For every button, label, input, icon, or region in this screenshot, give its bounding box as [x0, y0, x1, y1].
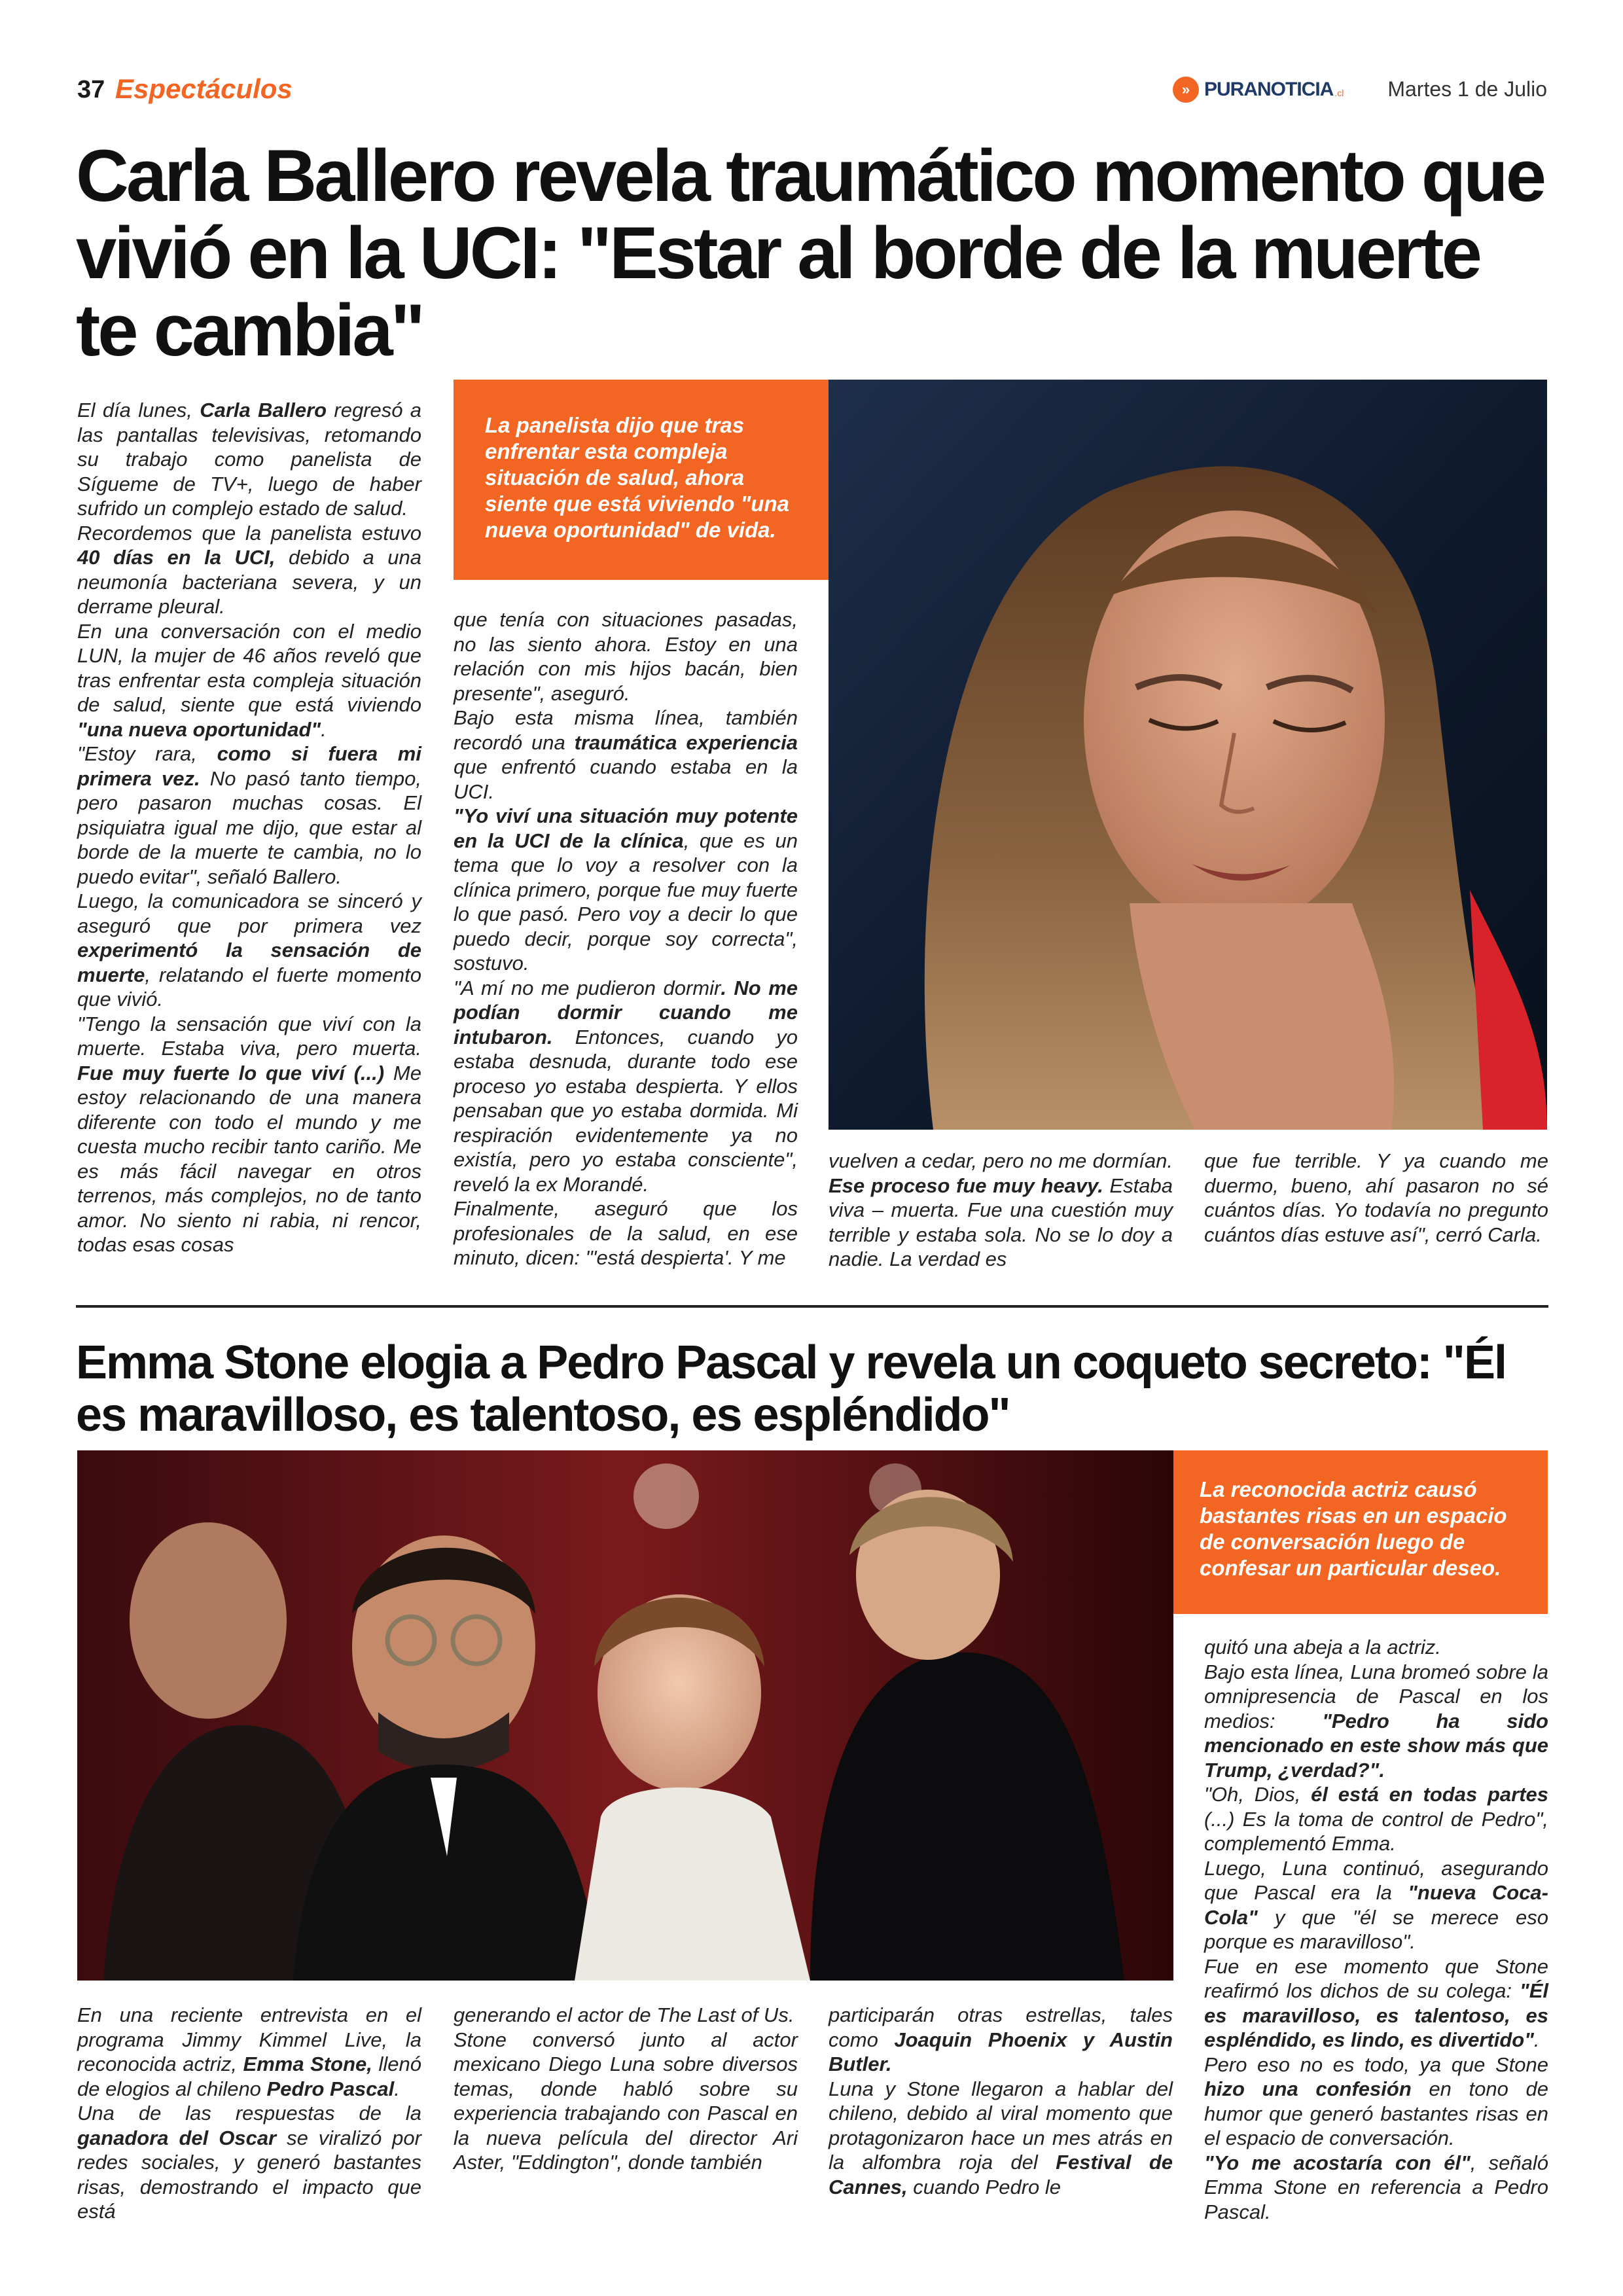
- paragraph: [77, 2101, 421, 2224]
- paragraph: [1204, 1954, 1548, 2053]
- bold-phrase: . No me podían dormir cuando me intubaron.: [454, 976, 798, 1049]
- text-run: Entonces, cuando yo estaba desnuda, durante todo ese proceso yo estaba despierta. Y ellos pensaban que yo estaba dormida. Mi respiración evidentemente ya no existía, pero yo estaba consciente", reveló la ex Morandé.: [454, 1025, 798, 1196]
- paragraph: [1204, 2053, 1548, 2151]
- paragraph: [1204, 1660, 1548, 1783]
- text-run: Me estoy relacionando de una manera diferente con todo el mundo y me cuesta mucho recibir tanto cariño. Me es más fácil navegar en otros terrenos, más complejos, no de tanto amor. No siento ni rabia, ni rencor, todas esas cosas: [77, 1061, 421, 1256]
- text-run: quitó una abeja a la actriz.: [1204, 1636, 1441, 1659]
- article2-callout: La reconocida actriz causó bastantes risas en un espacio de conversación luego de confesar un particular deseo.: [1173, 1450, 1548, 1614]
- article1-column-4: [1204, 1149, 1548, 1247]
- paragraph: [1204, 2151, 1548, 2225]
- paragraph: [1204, 1635, 1548, 1660]
- article1-column-2: [454, 607, 798, 1270]
- text-run: , que es un tema que lo voy a resolver con la clínica primero, porque fue muy fuerte lo que pasó. Pero voy a decir lo que puedo decir, porque soy correcta", sostuvo.: [454, 829, 798, 975]
- article1-callout: La panelista dijo que tras enfrentar esta compleja situación de salud, ahora siente que está viviendo "una nueva oportunidad" de vida.: [454, 380, 829, 580]
- text-run: debido a una neumonía bacteriana severa, y un derrame pleural.: [77, 546, 421, 618]
- bold-phrase: "una nueva oportunidad": [77, 717, 321, 741]
- text-run: que tenía con situaciones pasadas, no las siento ahora. Estoy en una relación con mis hijos bacán, bien presente", aseguró.: [454, 608, 798, 705]
- text-run: en tono de humor que generó bastantes risas en el espacio de conversación.: [1204, 2077, 1548, 2149]
- paragraph: [454, 976, 798, 1197]
- paragraph: [1204, 1149, 1548, 1247]
- text-run: .: [394, 2077, 400, 2100]
- site-logo[interactable]: [1173, 75, 1344, 105]
- text-run: Fue en ese momento que Stone reafirmó los dichos de su colega:: [1204, 1954, 1548, 2002]
- text-run: .: [1533, 2028, 1540, 2051]
- text-run: Finalmente, aseguró que los profesionales de la salud, en ese minuto, dicen: "'está despierta'. Y me: [454, 1197, 798, 1269]
- bold-phrase: Fue muy fuerte lo que viví (...): [77, 1061, 385, 1085]
- bold-phrase: Pedro Pascal: [266, 2077, 395, 2100]
- text-run: vuelven a cedar, pero no me dormían.: [829, 1149, 1173, 1172]
- paragraph: [454, 2003, 798, 2028]
- paragraph: [829, 1149, 1173, 1272]
- text-run: Luego, la comunicadora se sinceró y aseguró que por primera vez: [77, 889, 421, 937]
- text-run: "Tengo la sensación que viví con la muerte. Estaba viva, pero muerta.: [77, 1012, 421, 1060]
- article2-column-1: [77, 2003, 421, 2224]
- article2-column-4: [1204, 1635, 1548, 2224]
- text-run: Stone conversó junto al actor mexicano Diego Luna sobre diversos temas, donde habló sobre su experiencia trabajando con Pascal en la nueva película del director Ari Aster, "Eddington", donde también: [454, 2028, 798, 2174]
- bold-phrase: Ese proceso fue muy heavy.: [829, 1174, 1103, 1197]
- bold-phrase: 40 días en la UCI,: [77, 546, 276, 569]
- paragraph: [829, 2003, 1173, 2077]
- paragraph: [454, 1196, 798, 1270]
- text-run: Bajo esta misma línea, también recordó una: [454, 706, 798, 754]
- text-run: Luego, Luna continuó, asegurando que Pascal era la: [1204, 1856, 1548, 1904]
- article1-column-3: [829, 1149, 1173, 1272]
- text-run: Una de las respuestas de la: [77, 2102, 421, 2125]
- issue-date: Martes 1 de Julio: [1387, 77, 1547, 101]
- text-run: Recordemos que la panelista estuvo: [77, 521, 421, 545]
- text-run: y que "él se merece eso porque es maravilloso".: [1204, 1905, 1548, 1953]
- paragraph: [77, 889, 421, 1012]
- bold-phrase: como si fuera mi primera vez.: [77, 742, 421, 790]
- bold-phrase: traumática experiencia: [574, 730, 798, 754]
- bold-phrase: Festival de Cannes,: [829, 2151, 1173, 2198]
- text-run: Estaba viva – muerta. Fue una cuestión muy terrible y estaba sola. No se lo doy a nadie. La verdad es: [829, 1174, 1173, 1270]
- bold-phrase: hizo una confesión: [1204, 2077, 1412, 2100]
- text-run: cuando Pedro le: [907, 2175, 1061, 2198]
- bold-phrase: Carla Ballero: [200, 399, 327, 422]
- text-run: regresó a las pantallas televisivas, retomando su trabajo como panelista de Sígueme de TV+, luego de haber sufrido un complejo estado de salud.: [77, 399, 421, 520]
- logo-suffix: .cl: [1334, 88, 1344, 98]
- article-divider: [76, 1305, 1548, 1308]
- bold-phrase: "Yo me acostaría con él": [1204, 2151, 1471, 2174]
- bold-phrase: ganadora del Oscar: [77, 2126, 277, 2149]
- paragraph: [454, 706, 798, 804]
- carla-ballero-photo: [829, 380, 1547, 1130]
- bold-phrase: Emma Stone,: [243, 2053, 372, 2075]
- paragraph: [77, 619, 421, 742]
- bold-phrase: "Pedro ha sido mencionado en este show más que Trump, ¿verdad?".: [1204, 1709, 1548, 1782]
- article2-column-2: [454, 2003, 798, 2175]
- text-run: "A mí no me pudieron dormir: [454, 976, 721, 999]
- text-run: "Estoy rara,: [77, 742, 217, 765]
- text-run: "Oh, Dios,: [1204, 1783, 1311, 1806]
- text-run: Luna y Stone llegaron a hablar del chileno, debido al viral momento que protagonizaron hace un mes atrás en la alfombra roja del: [829, 2077, 1173, 2174]
- paragraph: [454, 804, 798, 976]
- paragraph: [454, 607, 798, 706]
- logo-text: PURANOTICIA: [1204, 79, 1334, 100]
- page-number: 37: [77, 76, 105, 103]
- bold-phrase: "Yo viví una situación muy potente en la UCI de la clínica: [454, 804, 798, 852]
- bold-phrase: "Él es maravilloso, es talentoso, es espléndido, es lindo, es divertido": [1204, 1979, 1548, 2051]
- bold-phrase: experimentó la sensación de muerte: [77, 939, 421, 986]
- portrait-illustration: [829, 380, 1547, 1130]
- text-run: que enfrentó cuando estaba en la UCI.: [454, 755, 798, 803]
- bold-phrase: él está en todas partes: [1311, 1783, 1549, 1806]
- logo-badge-icon: »: [1173, 77, 1199, 103]
- paragraph: [829, 2077, 1173, 2200]
- paragraph: [77, 521, 421, 619]
- text-run: Pero eso no es todo, ya que Stone: [1204, 2053, 1548, 2076]
- text-run: se viralizó por redes sociales, y generó bastantes risas, demostrando el impacto que está: [77, 2126, 421, 2223]
- article1-headline: Carla Ballero revela traumático momento que vivió en la UCI: "Estar al borde de la muerte te cambia": [76, 135, 1544, 371]
- bold-phrase: "nueva Coca-Cola": [1204, 1881, 1548, 1929]
- text-run: participarán otras estrellas, tales como: [829, 2003, 1173, 2051]
- paragraph: [77, 2003, 421, 2101]
- article1-column-1: [77, 398, 421, 1257]
- emma-stone-pedro-pascal-photo: [77, 1450, 1173, 1981]
- article2-headline: Emma Stone elogia a Pedro Pascal y revela un coqueto secreto: "Él es maravilloso, es talentoso, es espléndido": [76, 1336, 1506, 1441]
- text-run: El día lunes,: [77, 399, 200, 422]
- text-run: , relatando el fuerte momento que vivió.: [77, 963, 421, 1011]
- text-run: En una reciente entrevista en el programa Jimmy Kimmel Live, la reconocida actriz,: [77, 2003, 421, 2075]
- text-run: No pasó tanto tiempo, pero pasaron muchas cosas. El psiquiatra igual me dijo, que estar al borde de la muerte te cambia, no lo puedo evitar", señaló Ballero.: [77, 766, 421, 888]
- text-run: que fue terrible. Y ya cuando me duermo, bueno, ahí pasaron no sé cuántos días. Yo todavía no pregunto cuántos días estuve así", cerró Carla.: [1204, 1149, 1548, 1246]
- paragraph: [1204, 1856, 1548, 1954]
- text-run: En una conversación con el medio LUN, la mujer de 46 años reveló que tras enfrentar esta compleja situación de salud, siente que está viviendo: [77, 619, 421, 716]
- text-run: , señaló Emma Stone en referencia a Pedro Pascal.: [1204, 2151, 1548, 2223]
- bold-phrase: Joaquin Phoenix y Austin Butler.: [829, 2028, 1173, 2075]
- paragraph: [77, 1012, 421, 1257]
- paragraph: [1204, 1782, 1548, 1856]
- text-run: llenó de elogios al chileno: [77, 2053, 421, 2100]
- article2-column-3: [829, 2003, 1173, 2199]
- section-name: Espectáculos: [115, 73, 293, 104]
- paragraph: [454, 2028, 798, 2175]
- paragraph: [77, 398, 421, 521]
- text-run: (...) Es la toma de control de Pedro", complementó Emma.: [1204, 1807, 1548, 1855]
- text-run: Bajo esta línea, Luna bromeó sobre la omnipresencia de Pascal en los medios:: [1204, 1660, 1548, 1732]
- red-carpet-illustration: [77, 1450, 1173, 1981]
- paragraph: [77, 742, 421, 889]
- text-run: generando el actor de The Last of Us.: [454, 2003, 794, 2026]
- text-run: .: [321, 717, 327, 741]
